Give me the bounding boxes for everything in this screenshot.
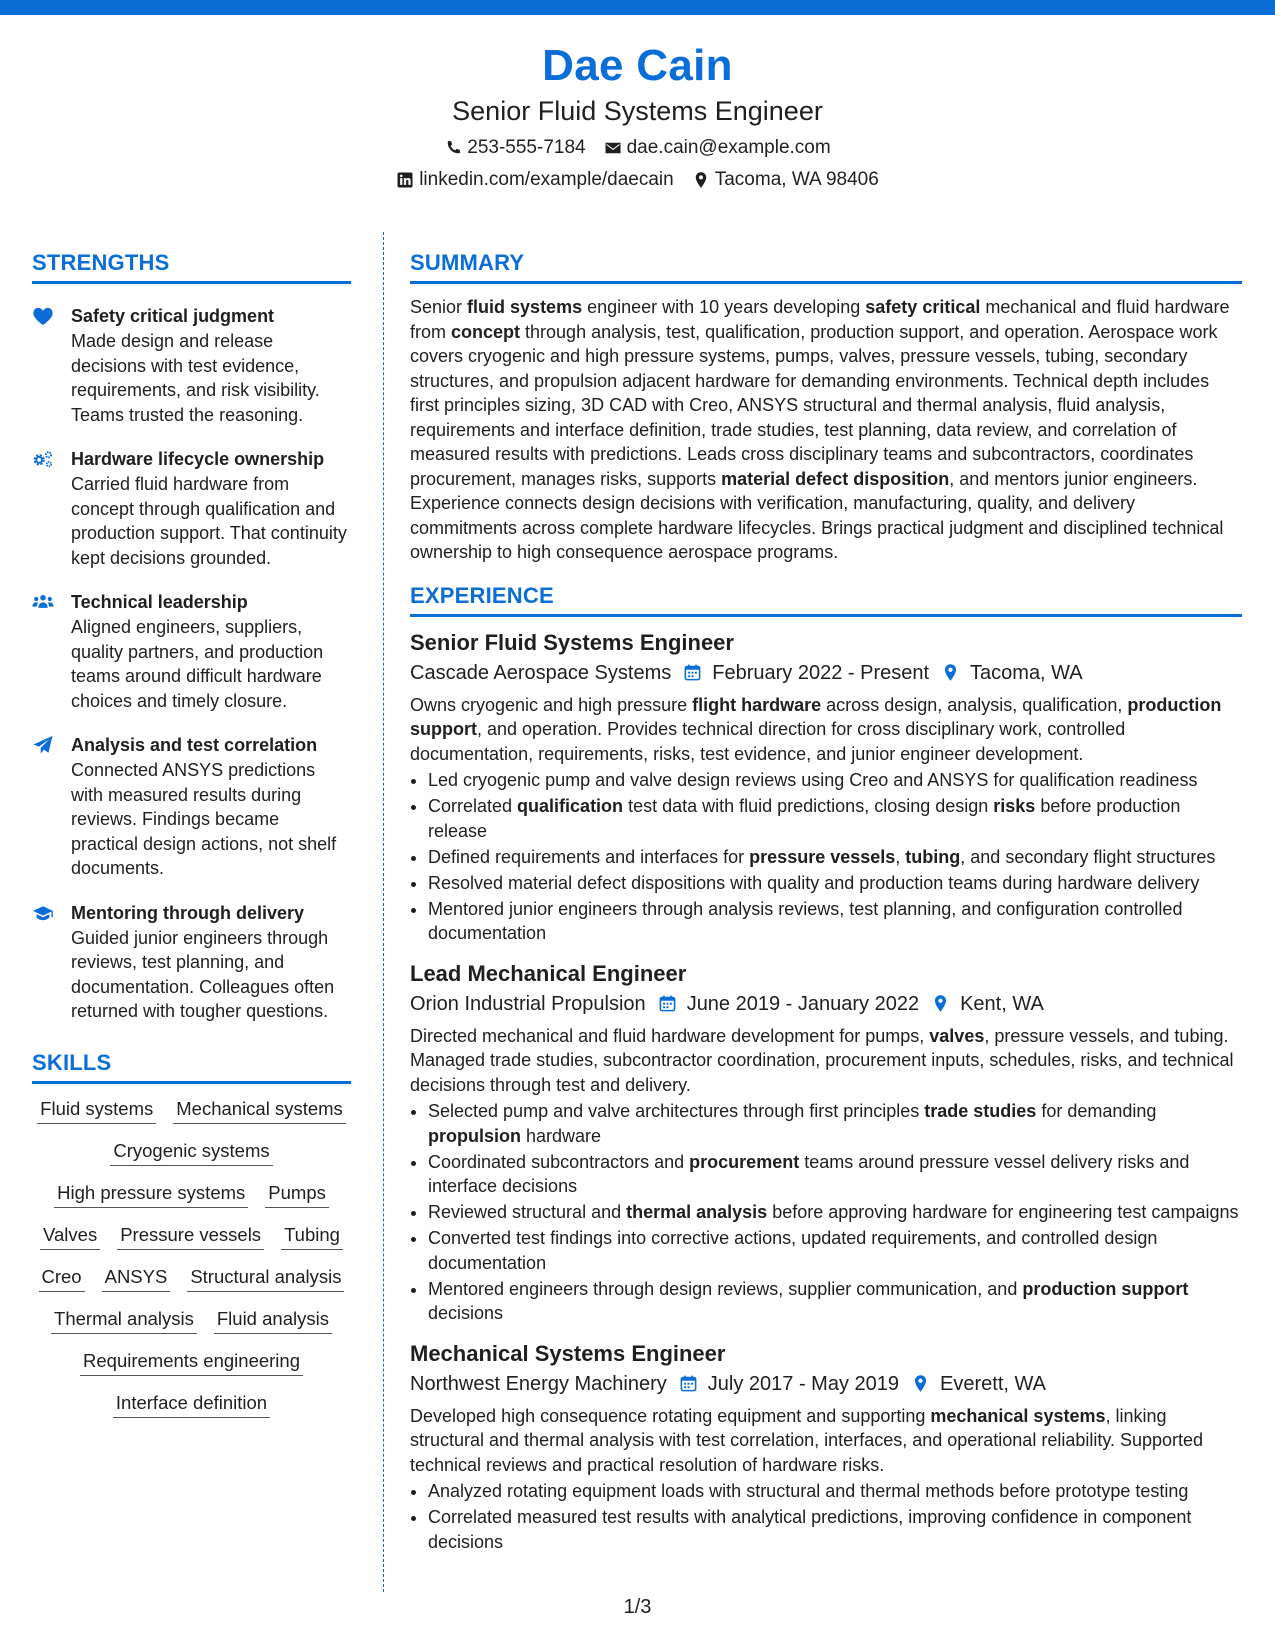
calendar-icon	[658, 994, 677, 1013]
job-title: Lead Mechanical Engineer	[410, 960, 687, 986]
job-dates: June 2019 - January 2022	[686, 992, 920, 1015]
strength-title: Mentoring through delivery	[71, 902, 305, 923]
job-description	[410, 1404, 1242, 1478]
job-company: Northwest Energy Machinery	[410, 1372, 667, 1395]
bold-phrase: propulsion	[428, 1125, 521, 1146]
text-run: Mentored engineers through design reviews, supplier communication, and	[428, 1278, 1023, 1299]
job-bullet	[428, 1099, 1242, 1148]
skill-tag: Creo	[39, 1264, 85, 1292]
bold-phrase: procurement	[689, 1151, 800, 1172]
text-run: Selected pump and valve architectures through first principles	[428, 1101, 925, 1121]
job-bullet	[428, 794, 1242, 843]
envelope-icon	[604, 139, 622, 157]
skill-tag: Cryogenic systems	[110, 1138, 272, 1166]
text-run: across design, analysis, qualification,	[821, 694, 1128, 715]
strength-title: Analysis and test correlation	[71, 735, 318, 755]
strength-title: Safety critical judgment	[71, 306, 275, 326]
strength-item	[32, 590, 351, 713]
map-pin-icon	[911, 1374, 930, 1393]
phone-icon	[444, 139, 462, 157]
map-pin-icon	[931, 994, 950, 1013]
text-run: before production release	[428, 796, 1181, 841]
skill-row	[32, 1138, 351, 1166]
job-meta	[410, 990, 1242, 1018]
skill-row	[32, 1306, 351, 1334]
bold-phrase: production support	[410, 694, 1222, 739]
job-title: Senior Fluid Systems Engineer	[410, 629, 734, 655]
strength-desc: Carried fluid hardware from concept through qualification and production support. That continuity kept decisions grounded.	[71, 474, 347, 568]
job-bullet	[428, 871, 1242, 896]
summary-heading: SUMMARY	[410, 250, 1242, 284]
text-run: , and operation. Provides technical direction for cross disciplinary work, controlled documentation, requirements, risks, test evidence, and junior engineer development.	[410, 719, 1126, 764]
skill-row	[32, 1264, 351, 1292]
bold-phrase: material defect disposition	[721, 468, 950, 489]
job-bullets	[410, 1479, 1242, 1554]
skill-row	[32, 1348, 351, 1376]
column-divider	[383, 232, 384, 1592]
map-pin-icon	[941, 663, 960, 682]
skill-tag: Interface definition	[113, 1390, 270, 1418]
skills-heading: SKILLS	[32, 1050, 351, 1084]
job-company: Cascade Aerospace Systems	[410, 661, 672, 684]
job-description	[410, 693, 1242, 767]
skill-row	[32, 1180, 351, 1208]
top-accent-bar	[0, 0, 1275, 15]
job-location: Everett, WA	[940, 1372, 1046, 1395]
job-dates: February 2022 - Present	[712, 661, 930, 684]
text-run: decisions	[428, 1303, 504, 1323]
text-run: Correlated	[428, 796, 518, 816]
job-entry	[410, 1340, 1242, 1555]
skill-tag: Structural analysis	[187, 1264, 344, 1292]
strength-item	[32, 733, 351, 881]
text-run: hardware	[521, 1125, 602, 1146]
bold-phrase: tubing	[905, 846, 961, 867]
skill-tag: Mechanical systems	[173, 1096, 346, 1124]
strength-item	[32, 447, 351, 570]
skill-tag: ANSYS	[102, 1264, 171, 1292]
strength-desc: Aligned engineers, suppliers, quality partners, and production teams around difficult hardware choices and timely closure.	[71, 617, 324, 711]
linkedin-contact[interactable]	[396, 168, 674, 192]
text-run: Coordinated subcontractors and	[428, 1151, 690, 1172]
job-bullet	[428, 1200, 1242, 1225]
paper-plane-icon	[32, 733, 71, 881]
job-dates: July 2017 - May 2019	[707, 1372, 900, 1395]
text-run: ,	[895, 846, 906, 867]
text-run: Converted test findings into corrective actions, updated requirements, and controlled design documentation	[428, 1228, 1158, 1273]
phone-text: 253-555-7184	[467, 137, 586, 158]
strength-desc: Made design and release decisions with test evidence, requirements, and risk visibility. Teams trusted the reasoning.	[71, 331, 320, 425]
text-run: engineer with 10 years developing	[582, 297, 866, 317]
skills-list	[32, 1096, 351, 1418]
phone-contact[interactable]	[444, 136, 585, 160]
text-run: mechanical and fluid hardware from	[410, 297, 1230, 342]
job-location: Kent, WA	[960, 992, 1044, 1015]
job-bullet	[428, 768, 1242, 793]
contact-row-1	[0, 136, 1275, 160]
job-title: Mechanical Systems Engineer	[410, 1340, 726, 1366]
location-contact	[692, 168, 879, 192]
text-run: , linking structural and thermal analysis with test correlation, interfaces, and operational reliability. Supported technical reviews and practical resolution of hardware risks.	[410, 1405, 1204, 1475]
job-bullet	[428, 897, 1242, 946]
summary-text	[410, 295, 1242, 565]
bold-phrase: pressure vessels	[749, 846, 896, 867]
experience-heading: EXPERIENCE	[410, 583, 1242, 617]
text-run: Analyzed rotating equipment loads with structural and thermal methods before prototype testing	[428, 1481, 1189, 1501]
resume-header	[0, 40, 1275, 192]
email-contact[interactable]	[604, 136, 831, 160]
job-company: Orion Industrial Propulsion	[410, 992, 646, 1015]
text-run: Developed high consequence rotating equipment and supporting	[410, 1405, 931, 1426]
strength-desc: Guided junior engineers through reviews, test planning, and documentation. Colleagues often returned with tougher questions.	[71, 927, 335, 1021]
bold-phrase: safety critical	[865, 297, 981, 317]
strength-title: Technical leadership	[71, 592, 248, 612]
location-text: Tacoma, WA 98406	[714, 169, 879, 190]
skill-tag: Fluid systems	[37, 1096, 156, 1124]
text-run: before approving hardware for engineering test campaigns	[767, 1202, 1239, 1222]
bold-phrase: qualification	[517, 796, 624, 816]
bold-phrase: production support	[1022, 1278, 1189, 1299]
job-bullets	[410, 768, 1242, 946]
text-run: Senior	[410, 297, 468, 317]
right-column	[410, 250, 1242, 1554]
linkedin-text: linkedin.com/example/daecain	[419, 169, 674, 190]
text-run: Owns cryogenic and high pressure	[410, 694, 693, 715]
strength-desc: Connected ANSYS predictions with measured results during reviews. Findings became practical design actions, not shelf documents.	[71, 760, 337, 878]
job-location: Tacoma, WA	[970, 661, 1083, 684]
map-pin-icon	[692, 171, 710, 189]
strength-title: Hardware lifecycle ownership	[71, 449, 325, 469]
job-entry	[410, 629, 1242, 946]
email-text: dae.cain@example.com	[626, 137, 831, 158]
people-icon	[32, 590, 71, 713]
bold-phrase: fluid systems	[467, 297, 583, 317]
bold-phrase: risks	[993, 796, 1036, 816]
text-run: Resolved material defect dispositions with quality and production teams during hardware delivery	[428, 872, 1200, 893]
job-bullet	[428, 845, 1242, 870]
text-run: Reviewed structural and	[428, 1202, 627, 1222]
skill-row	[32, 1222, 351, 1250]
job-meta	[410, 659, 1242, 687]
gears-icon	[32, 447, 71, 570]
skill-tag: Pumps	[265, 1180, 329, 1208]
job-bullet	[428, 1479, 1242, 1504]
job-bullet	[428, 1277, 1242, 1326]
skill-tag: Thermal analysis	[51, 1306, 197, 1334]
bold-phrase: thermal analysis	[626, 1202, 768, 1222]
job-bullet	[428, 1150, 1242, 1199]
strengths-heading: STRENGTHS	[32, 250, 351, 284]
job-entry	[410, 960, 1242, 1326]
skill-tag: Pressure vessels	[117, 1222, 264, 1250]
heart-icon	[32, 304, 71, 427]
experience-list	[410, 629, 1242, 1555]
skill-row	[32, 1096, 351, 1124]
graduation-cap-icon	[32, 901, 71, 1024]
skill-tag: Fluid analysis	[214, 1306, 332, 1334]
text-run: Mentored junior engineers through analysis reviews, test planning, and configuration controlled documentation	[428, 898, 1183, 943]
calendar-icon	[683, 663, 702, 682]
bold-phrase: flight hardware	[692, 694, 822, 715]
text-run: , and secondary flight structures	[960, 846, 1216, 867]
candidate-name: Dae Cain	[542, 41, 733, 90]
bold-phrase: concept	[451, 321, 521, 342]
strength-item	[32, 901, 351, 1024]
text-run: for demanding	[1036, 1101, 1157, 1121]
linkedin-icon	[396, 171, 414, 189]
bold-phrase: mechanical systems	[930, 1405, 1106, 1426]
job-bullet	[428, 1505, 1242, 1554]
text-run: Defined requirements and interfaces for	[428, 846, 750, 867]
text-run: through analysis, test, qualification, production support, and operation. Aerospace work covers cryogenic and high pressure systems, pumps, valves, pressure vessels, tubing, secondary structures, and propulsion adjacent hardware for demanding environments. Technical depth includes first principles sizing, 3D CAD with Creo, ANSYS structural and thermal analysis, fluid analysis, requirements and interface definition, trade studies, test planning, data review, and correlation of measured results with predictions. Leads cross disciplinary teams and subcontractors, coordinates procurement, manages risks, supports	[410, 321, 1218, 489]
text-run: test data with fluid predictions, closing design	[623, 796, 994, 816]
strength-item	[32, 304, 351, 427]
left-column	[32, 250, 351, 1418]
page-number: 1/3	[623, 1596, 652, 1618]
bold-phrase: trade studies	[924, 1101, 1037, 1121]
job-bullet	[428, 1226, 1242, 1275]
skill-tag: Tubing	[281, 1222, 343, 1250]
skill-tag: Valves	[40, 1222, 100, 1250]
text-run: Directed mechanical and fluid hardware development for pumps,	[410, 1025, 930, 1046]
text-run: Correlated measured test results with analytical predictions, improving confidence in component decisions	[428, 1507, 1192, 1552]
text-run: Led cryogenic pump and valve design reviews using Creo and ANSYS for qualification readiness	[428, 770, 1198, 790]
text-run: , pressure vessels, and tubing. Managed trade studies, subcontractor coordination, procurement inputs, schedules, risks, and technical decisions through test and delivery.	[410, 1025, 1234, 1095]
skill-row	[32, 1390, 351, 1418]
job-meta	[410, 1370, 1242, 1398]
text-run: teams around pressure vessel delivery risks and interface decisions	[428, 1151, 1190, 1196]
skill-tag: Requirements engineering	[80, 1348, 303, 1376]
contact-row-2	[0, 168, 1275, 192]
calendar-icon	[679, 1374, 698, 1393]
text-run: , and mentors junior engineers. Experience connects design decisions with verification, manufacturing, quality, and delivery commitments across complete hardware lifecycles. Brings practical judgment and disciplined technical ownership to high consequence aerospace programs.	[410, 468, 1224, 562]
job-description	[410, 1024, 1242, 1098]
bold-phrase: valves	[929, 1025, 985, 1046]
candidate-title: Senior Fluid Systems Engineer	[452, 96, 823, 126]
job-bullets	[410, 1099, 1242, 1326]
skill-tag: High pressure systems	[54, 1180, 248, 1208]
